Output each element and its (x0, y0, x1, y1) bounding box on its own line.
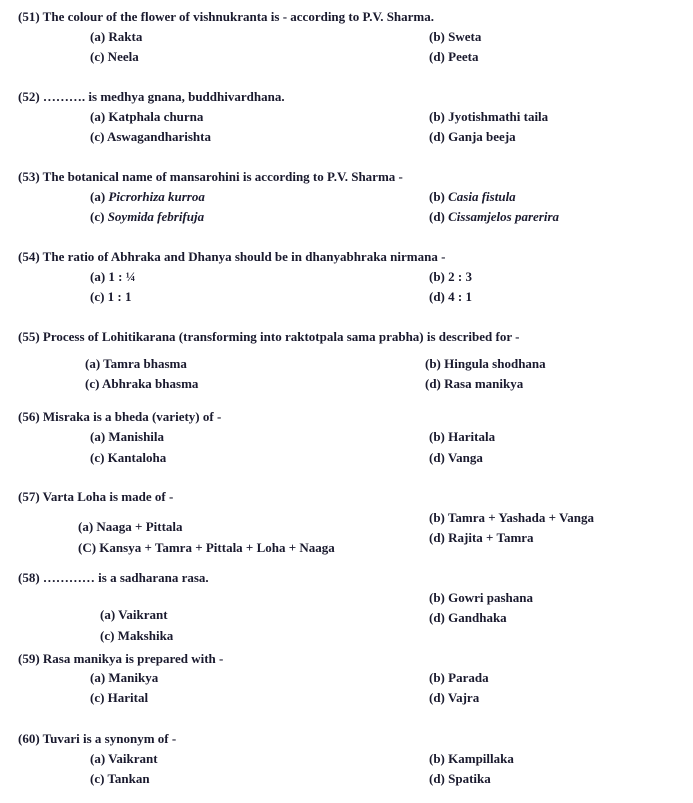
botanical-name: Casia fistula (448, 189, 516, 204)
question-57-option-d: (d) Rajita + Tamra (429, 530, 534, 545)
question-52-stem: (52) ………. is medhya gnana, buddhivardhana. (18, 89, 285, 104)
question-56-stem: (56) Misraka is a bheda (variety) of - (18, 409, 222, 424)
option-letter: (b) (429, 189, 449, 204)
question-59-option-d: (d) Vajra (429, 690, 480, 705)
question-54-option-d: (d) 4 : 1 (429, 289, 472, 304)
question-56-option-c: (c) Kantaloha (90, 450, 167, 465)
question-58-stem: (58) ………… is a sadharana rasa. (18, 570, 209, 585)
question-55-option-a: (a) Tamra bhasma (85, 356, 187, 371)
question-56-option-a: (a) Manishila (90, 429, 165, 444)
question-59-option-b: (b) Parada (429, 670, 489, 685)
question-51-option-b: (b) Sweta (429, 29, 482, 44)
question-51-option-c: (c) Neela (90, 49, 139, 64)
question-60-option-d: (d) Spatika (429, 771, 491, 786)
question-57-option-a: (a) Naaga + Pittala (78, 519, 183, 534)
question-59-option-a: (a) Manikya (90, 670, 159, 685)
question-54-option-c: (c) 1 : 1 (90, 289, 132, 304)
question-55-option-b: (b) Hingula shodhana (425, 356, 546, 371)
question-52-option-c: (c) Aswagandharishta (90, 129, 211, 144)
question-55-option-d: (d) Rasa manikya (425, 376, 524, 391)
question-60-option-a: (a) Vaikrant (90, 751, 158, 766)
option-letter: (d) (429, 209, 449, 224)
question-57-stem: (57) Varta Loha is made of - (18, 489, 174, 504)
question-53-stem: (53) The botanical name of mansarohini is according to P.V. Sharma - (18, 169, 403, 184)
botanical-name: Picrorhiza kurroa (108, 189, 205, 204)
question-58-option-d: (d) Gandhaka (429, 610, 507, 625)
question-52-option-a: (a) Katphala churna (90, 109, 204, 124)
question-58-option-c: (c) Makshika (100, 628, 174, 643)
question-58-option-a: (a) Vaikrant (100, 607, 168, 622)
question-54-stem: (54) The ratio of Abhraka and Dhanya should be in dhanyabhraka nirmana - (18, 249, 446, 264)
question-59-option-c: (c) Harital (90, 690, 149, 705)
question-52-option-b: (b) Jyotishmathi taila (429, 109, 549, 124)
question-53-option-d (429, 209, 559, 224)
question-53-option-c (90, 209, 204, 224)
question-52-option-d: (d) Ganja beeja (429, 129, 516, 144)
question-51-option-d: (d) Peeta (429, 49, 479, 64)
question-55-option-c: (c) Abhraka bhasma (85, 376, 199, 391)
question-58-option-b: (b) Gowri pashana (429, 590, 534, 605)
question-53-option-a (90, 189, 205, 204)
question-60-stem: (60) Tuvari is a synonym of - (18, 731, 177, 746)
question-51-stem: (51) The colour of the flower of vishnukranta is - according to P.V. Sharma. (18, 9, 435, 24)
question-55-stem: (55) Process of Lohitikarana (transforming into raktotpala sama prabha) is described for - (18, 329, 520, 344)
question-56-option-d: (d) Vanga (429, 450, 483, 465)
question-54-option-b: (b) 2 : 3 (429, 269, 472, 284)
question-51-option-a: (a) Rakta (90, 29, 143, 44)
question-54-option-a: (a) 1 : ¼ (90, 269, 136, 284)
option-letter: (a) (90, 189, 109, 204)
question-60-option-c: (c) Tankan (90, 771, 150, 786)
question-56-option-b: (b) Haritala (429, 429, 496, 444)
option-letter: (c) (90, 209, 108, 224)
botanical-name: Soymida febrifuja (107, 209, 205, 224)
botanical-name: Cissamjelos parerira (448, 209, 560, 224)
question-59-stem: (59) Rasa manikya is prepared with - (18, 651, 224, 666)
question-53-option-b (429, 189, 516, 204)
question-60-option-b: (b) Kampillaka (429, 751, 514, 766)
question-57-option-c: (C) Kansya + Tamra + Pittala + Loha + Naaga (78, 540, 335, 555)
question-57-option-b: (b) Tamra + Yashada + Vanga (429, 510, 594, 525)
